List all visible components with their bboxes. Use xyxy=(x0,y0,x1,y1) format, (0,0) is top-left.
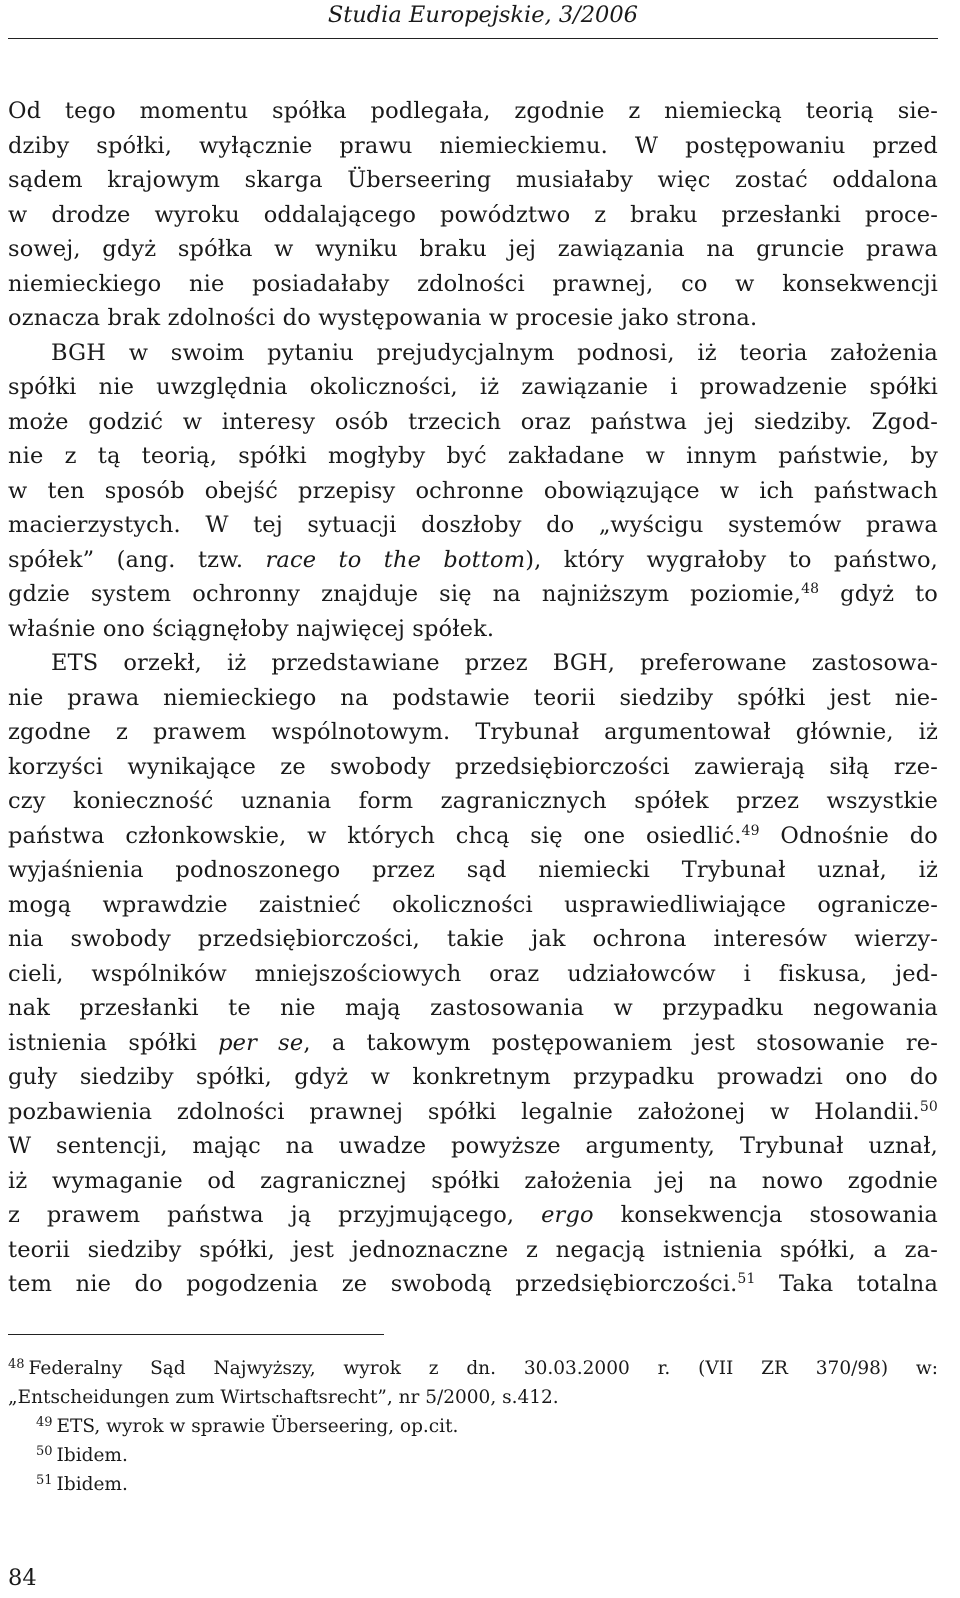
footnote-50 xyxy=(8,1441,938,1470)
footnote-48-continued: „Entscheidungen zum Wirtschaftsrecht”, nr 5/2000, s.412. xyxy=(8,1387,559,1408)
footnote-ref: 48 xyxy=(801,581,820,597)
footnote-number: 49 xyxy=(36,1415,53,1430)
footnote-51 xyxy=(8,1470,938,1499)
text-line: sądem krajowym skarga Überseering musiałaby więc zostać oddalona xyxy=(8,167,938,193)
footnote-ref: 49 xyxy=(741,822,760,839)
text-line xyxy=(8,819,938,854)
main-text xyxy=(8,94,938,1302)
text-line: nie prawa niemieckiego na podstawie teorii siedziby spółki jest nie- xyxy=(8,684,938,711)
text-line: W sentencji, mając na uwadze powyższe argumenty, Trybunał uznał, xyxy=(8,1133,938,1159)
text-line: wyjaśnienia podnoszonego przez sąd niemiecki Trybunał uznał, iż xyxy=(8,857,938,883)
running-head: Studia Europejskie, 3/2006 xyxy=(327,2,638,28)
text-segment: Taka totalna xyxy=(755,1271,939,1297)
italic-phrase: ergo xyxy=(541,1202,594,1228)
footnote-text: Federalny Sąd Najwyższy, wyrok z dn. 30.03.2000 r. (VII ZR 370/98) w: xyxy=(28,1358,938,1379)
text-line: macierzystych. W tej sytuacji doszłoby do „wyścigu systemów prawa xyxy=(8,512,938,538)
text-line: dziby spółki, wyłącznie prawu niemieckiemu. W postępowaniu przed xyxy=(8,132,938,159)
text-line: zgodne z prawem wspólnotowym. Trybunał argumentował głównie, iż xyxy=(8,719,938,745)
text-line: niemieckiego nie posiadałaby zdolności prawnej, co w konsekwencji xyxy=(8,270,938,297)
footnote-number: 51 xyxy=(36,1473,53,1488)
text-segment: istnienia spółki xyxy=(8,1029,219,1056)
text-segment: pozbawienia zdolności prawnej spółki legalnie założonej w Holandii. xyxy=(8,1098,920,1125)
text-line xyxy=(8,1026,938,1061)
text-line: teorii siedziby spółki, jest jednoznaczne z negacją istnienia spółki, a za- xyxy=(8,1236,938,1263)
text-segment: Odnośnie do xyxy=(759,822,938,849)
text-line: cieli, wspólników mniejszościowych oraz udziałowców i fiskusa, jed- xyxy=(8,960,938,987)
text-line: mogą wprawdzie zaistnieć okoliczności usprawiedliwiające ogranicze- xyxy=(8,891,938,918)
text-segment: , a takowym postępowaniem jest stosowanie re- xyxy=(303,1029,938,1056)
text-segment: tem nie do pogodzenia ze swobodą przedsiębiorczości. xyxy=(8,1271,738,1297)
text-line: może godzić w interesy osób trzecich oraz państwa jej siedziby. Zgod- xyxy=(8,408,938,435)
text-line: właśnie ono ściągnęłoby najwięcej spółek. xyxy=(8,615,495,642)
text-line xyxy=(8,1198,938,1233)
page-number: 84 xyxy=(8,1565,37,1591)
footnotes xyxy=(8,1354,938,1499)
footnote-number: 50 xyxy=(36,1444,53,1459)
text-line: BGH w swoim pytaniu prejudycjalnym podnosi, iż teoria założenia xyxy=(51,339,938,366)
footnote-ref: 51 xyxy=(737,1271,756,1287)
text-segment: spółek” (ang. tzw. xyxy=(8,546,266,573)
footnote-ref: 50 xyxy=(919,1098,938,1115)
text-line: ETS orzekł, iż przedstawiane przez BGH, preferowane zastosowa- xyxy=(51,650,938,676)
footnote-49 xyxy=(8,1412,938,1441)
header-rule xyxy=(8,38,938,39)
footnote-number: 48 xyxy=(8,1357,25,1372)
footnote-text: ETS, wyrok w sprawie Überseering, op.cit. xyxy=(56,1416,459,1437)
footnote-text: Ibidem. xyxy=(56,1445,128,1466)
text-line xyxy=(8,1267,938,1302)
text-segment: konsekwencja stosowania xyxy=(593,1202,938,1228)
text-line xyxy=(8,543,938,578)
italic-phrase: race to the bottom xyxy=(265,546,526,573)
text-segment: gdyż to xyxy=(819,581,938,607)
footnote-48 xyxy=(8,1354,938,1383)
text-line: korzyści wynikające ze swobody przedsiębiorczości zawierają siłą rze- xyxy=(8,753,938,780)
text-line: czy konieczność uznania form zagranicznych spółek przez wszystkie xyxy=(8,788,938,814)
text-segment: z prawem państwa ją przyjmującego, xyxy=(8,1202,542,1228)
text-segment: gdzie system ochronny znajduje się na najniższym poziomie, xyxy=(8,581,802,607)
text-line xyxy=(8,1095,938,1130)
text-line: nia swobody przedsiębiorczości, takie jak ochrona interesów wierzy- xyxy=(8,926,938,952)
text-line: iż wymaganie od zagranicznej spółki założenia jej na nowo zgodnie xyxy=(8,1167,938,1194)
text-segment: państwa członkowskie, w których chcą się one osiedlić. xyxy=(8,822,742,849)
footnote-text: Ibidem. xyxy=(56,1474,128,1495)
text-line: guły siedziby spółki, gdyż w konkretnym przypadku prowadzi ono do xyxy=(8,1064,938,1090)
italic-phrase: per se xyxy=(218,1029,304,1056)
text-line: spółki nie uwzględnia okoliczności, iż zawiązanie i prowadzenie spółki xyxy=(8,374,938,400)
text-line: w ten sposób obejść przepisy ochronne obowiązujące w ich państwach xyxy=(8,477,938,504)
text-segment: ), który wygrałoby to państwo, xyxy=(525,546,938,573)
text-line: nak przesłanki te nie mają zastosowania w przypadku negowania xyxy=(8,995,938,1021)
text-line: sowej, gdyż spółka w wyniku braku jej zawiązania na gruncie prawa xyxy=(8,236,938,262)
text-line: w drodze wyroku oddalającego powództwo z braku przesłanki proce- xyxy=(8,201,938,228)
text-line: Od tego momentu spółka podlegała, zgodnie z niemiecką teorią sie- xyxy=(8,98,938,124)
text-line: oznacza brak zdolności do występowania w procesie jako strona. xyxy=(8,305,758,331)
text-line xyxy=(8,577,938,612)
text-line: nie z tą teorią, spółki mogłyby być zakładane w innym państwie, by xyxy=(8,443,938,469)
footnote-rule xyxy=(8,1334,384,1335)
